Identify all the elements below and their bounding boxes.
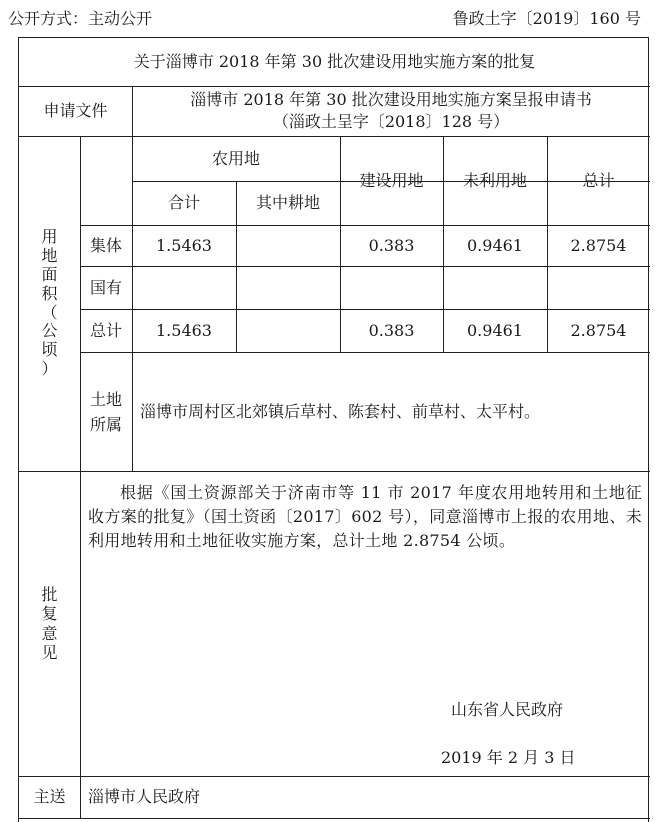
header-agricultural: 农用地	[211, 148, 260, 168]
issuer: 山东省人民政府	[451, 700, 564, 719]
rule	[19, 818, 650, 819]
rule	[19, 471, 650, 472]
location-label-line: 土地	[89, 389, 122, 409]
application-line-1: 淄博市 2018 年第 30 批次建设用地实施方案呈报申请书	[190, 90, 592, 109]
cell-construction: 0.383	[368, 235, 415, 255]
header-cultivated: 其中耕地	[255, 193, 320, 213]
header-total: 总计	[582, 170, 615, 190]
disclosure-method: 公开方式：主动公开	[8, 9, 153, 28]
application-value	[132, 86, 650, 136]
rule	[80, 471, 81, 818]
cell-total: 2.8754	[570, 320, 627, 340]
label-char: 复	[41, 604, 58, 624]
cell-unused: 0.9461	[467, 320, 523, 340]
label-char: 地	[41, 245, 58, 265]
approval-label	[19, 471, 80, 776]
cell-unused	[443, 266, 547, 309]
row-label-state: 国有	[89, 277, 122, 297]
cell-cultivated	[236, 225, 340, 266]
label-char: 公	[41, 321, 58, 341]
header-unused: 未利用地	[462, 170, 527, 190]
land-area-label	[19, 136, 80, 471]
approval-text: 根据《国土资源部关于济南市等 11 市 2017 年度农用地转用和土地征收方案的批复》（国土资函〔2017〕602 号），同意淄博市上报的农用地、未利用地转用和土地征收实施方案，总计土地 2.8754 公顷。	[88, 483, 642, 550]
application-line-2: （淄政土呈字〔2018〕128 号）	[272, 112, 510, 131]
document-number: 鲁政土字〔2019〕160 号	[452, 9, 641, 28]
label-char: 见	[41, 642, 58, 662]
header-construction: 建设用地	[359, 170, 424, 190]
label-char: 顷	[41, 340, 58, 360]
label-char: ）	[41, 359, 58, 379]
location-label	[80, 352, 132, 471]
row-label-total: 总计	[89, 320, 122, 340]
label-char: 意	[41, 623, 58, 643]
label-char: 积	[41, 283, 58, 303]
location-label-line: 所属	[89, 414, 122, 434]
cell-subtotal: 1.5463	[156, 320, 212, 340]
approval-form	[18, 37, 649, 822]
cell-subtotal	[132, 266, 236, 309]
cell-construction	[340, 266, 443, 309]
cell-total: 2.8754	[570, 235, 627, 255]
header-subtotal: 合计	[167, 193, 200, 213]
cell-subtotal: 1.5463	[156, 235, 212, 255]
document-title: 关于淄博市 2018 年第 30 批次建设用地实施方案的批复	[133, 52, 536, 72]
recipient-value: 淄博市人民政府	[88, 787, 201, 807]
cell-cultivated	[236, 309, 340, 352]
cell-construction: 0.383	[368, 320, 415, 340]
label-char: 批	[41, 585, 58, 605]
approval-date: 2019 年 2 月 3 日	[441, 748, 576, 767]
land-location: 淄博市周村区北郊镇后草村、陈套村、前草村、太平村。	[140, 401, 541, 421]
recipient-label: 主送	[33, 787, 66, 807]
cell-total	[547, 266, 650, 309]
label-char: 面	[41, 264, 58, 284]
application-label: 申请文件	[43, 101, 108, 121]
label-char: 用	[41, 227, 58, 246]
cell-cultivated	[236, 266, 340, 309]
cell-unused: 0.9461	[467, 235, 523, 255]
row-label-collective: 集体	[89, 235, 122, 255]
label-char: （	[41, 302, 58, 322]
